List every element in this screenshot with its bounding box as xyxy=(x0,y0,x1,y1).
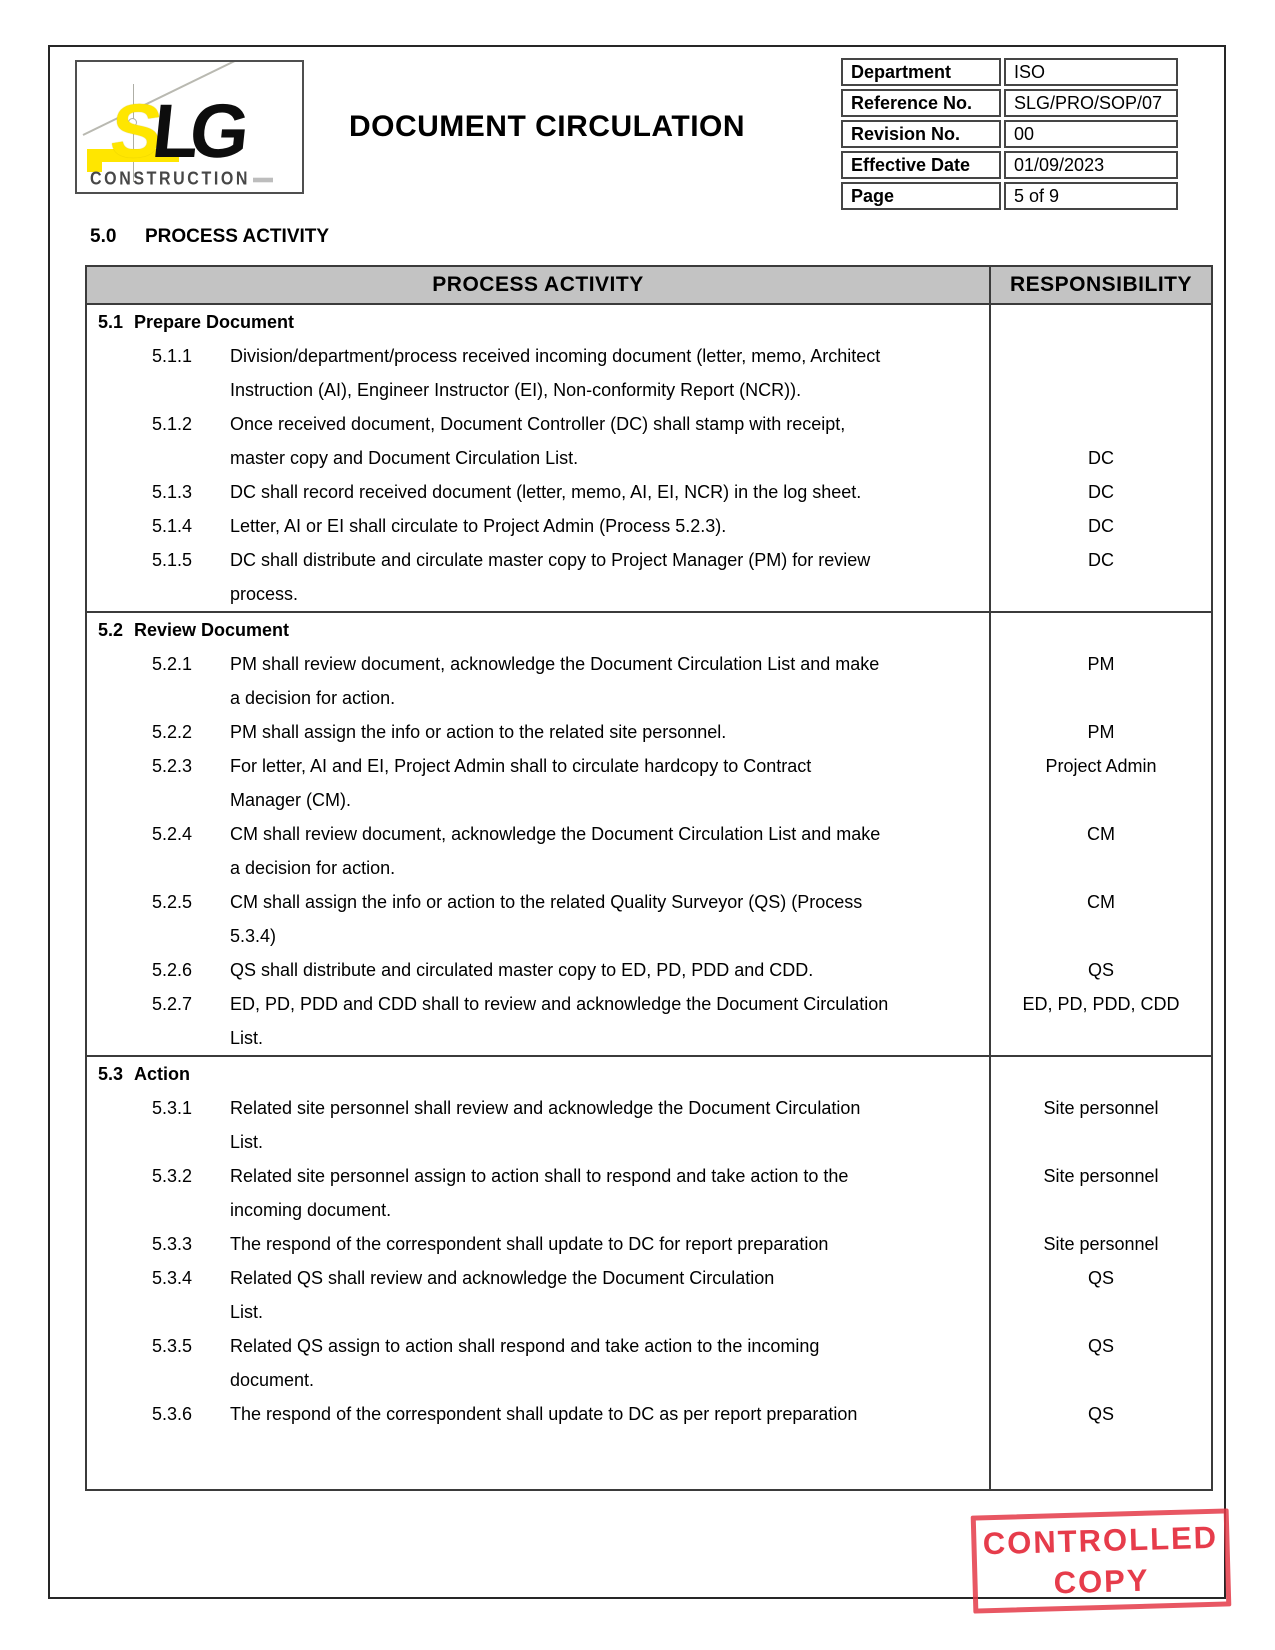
item-text-line: List. xyxy=(230,1132,264,1152)
process-item-row xyxy=(87,647,1211,715)
item-text-line: QS shall distribute and circulated master copy to ED, PD, PDD and CDD. xyxy=(230,960,814,980)
company-logo xyxy=(75,60,304,194)
process-item-row xyxy=(87,1227,1211,1261)
item-text-line: Letter, AI or EI shall circulate to Project Admin (Process 5.2.3). xyxy=(230,516,727,536)
item-text-line: PM shall review document, acknowledge the Document Circulation List and make xyxy=(230,654,880,674)
section-number: 5.3 xyxy=(98,1064,124,1084)
item-text-line: DC shall record received document (letter, memo, AI, EI, NCR) in the log sheet. xyxy=(230,482,862,502)
section-number: 5.2 xyxy=(98,620,124,640)
item-text xyxy=(230,407,989,475)
item-text xyxy=(230,1329,989,1397)
info-value-page: 5 of 9 xyxy=(1004,182,1178,210)
info-label-page: Page xyxy=(841,182,1001,210)
item-text-line: The respond of the correspondent shall update to DC as per report preparation xyxy=(230,1404,858,1424)
table-section xyxy=(87,1055,1211,1431)
item-text-line: 5.3.4) xyxy=(230,926,277,946)
responsibility-value: Site personnel xyxy=(1043,1234,1159,1254)
item-number: 5.1.2 xyxy=(152,414,193,434)
item-text xyxy=(230,1227,989,1261)
responsibility-cell xyxy=(989,715,1211,749)
item-text xyxy=(230,749,989,817)
process-table-header-row xyxy=(87,267,1211,305)
item-number: 5.3.4 xyxy=(152,1268,193,1288)
responsibility-cell xyxy=(989,1227,1211,1261)
responsibility-value: ED, PD, PDD, CDD xyxy=(1022,994,1180,1014)
process-item-row xyxy=(87,817,1211,885)
item-number: 5.2.5 xyxy=(152,892,193,912)
item-number: 5.2.7 xyxy=(152,994,193,1014)
process-table-body xyxy=(87,305,1211,1431)
document-info-table xyxy=(841,58,1178,210)
item-number: 5.3.1 xyxy=(152,1098,193,1118)
responsibility-cell xyxy=(989,613,1211,647)
responsibility-cell xyxy=(989,1057,1211,1091)
logo-letter-g: G xyxy=(185,89,245,174)
item-text-line: The respond of the correspondent shall update to DC for report preparation xyxy=(230,1234,829,1254)
item-text-line: List. xyxy=(230,1302,264,1322)
responsibility-value: QS xyxy=(1087,960,1114,980)
item-text-line: For letter, AI and EI, Project Admin shall to circulate hardcopy to Contract xyxy=(230,756,812,776)
section-heading-text: PROCESS ACTIVITY xyxy=(145,226,330,247)
responsibility-cell xyxy=(989,339,1211,407)
process-item-row xyxy=(87,475,1211,509)
responsibility-cell xyxy=(989,1397,1211,1431)
info-value-department: ISO xyxy=(1004,58,1178,86)
item-number: 5.3.3 xyxy=(152,1234,193,1254)
item-number: 5.1.4 xyxy=(152,516,193,536)
item-text-line: List. xyxy=(230,1028,264,1048)
item-text-line: process. xyxy=(230,584,299,604)
process-item-row xyxy=(87,885,1211,953)
controlled-copy-stamp xyxy=(971,1508,1232,1613)
process-table-spacer xyxy=(87,1431,1211,1489)
item-number: 5.1.3 xyxy=(152,482,193,502)
item-number: 5.3.5 xyxy=(152,1336,193,1356)
item-number: 5.2.4 xyxy=(152,824,193,844)
responsibility-cell xyxy=(989,407,1211,475)
responsibility-value: QS xyxy=(1087,1404,1114,1424)
item-text-line: document. xyxy=(230,1370,315,1390)
item-text-line: Related site personnel assign to action shall to respond and take action to the xyxy=(230,1166,849,1186)
item-text xyxy=(230,339,989,407)
process-item-row xyxy=(87,509,1211,543)
process-item-row xyxy=(87,953,1211,987)
responsibility-value: PM xyxy=(1087,654,1115,674)
item-text-line: Related QS assign to action shall respond and take action to the incoming xyxy=(230,1336,820,1356)
item-number: 5.3.2 xyxy=(152,1166,193,1186)
item-text xyxy=(230,953,989,987)
item-text-line: Related site personnel shall review and acknowledge the Document Circulation xyxy=(230,1098,861,1118)
item-number: 5.2.1 xyxy=(152,654,193,674)
responsibility-cell xyxy=(989,475,1211,509)
responsibility-cell xyxy=(989,885,1211,953)
item-text-line: CM shall assign the info or action to the related Quality Surveyor (QS) (Process xyxy=(230,892,863,912)
item-text-line: Division/department/process received incoming document (letter, memo, Architect xyxy=(230,346,881,366)
responsibility-cell xyxy=(989,1159,1211,1227)
item-text-line: PM shall assign the info or action to the related site personnel. xyxy=(230,722,727,742)
responsibility-cell xyxy=(989,953,1211,987)
section-number: 5.1 xyxy=(98,312,124,332)
spacer-left xyxy=(87,1431,989,1489)
logo-wordmark xyxy=(90,170,273,191)
responsibility-cell xyxy=(989,647,1211,715)
responsibility-value: Site personnel xyxy=(1043,1098,1159,1118)
info-value-revision-no: 00 xyxy=(1004,120,1178,148)
responsibility-value: PM xyxy=(1087,722,1115,742)
item-text xyxy=(230,885,989,953)
item-number: 5.3.6 xyxy=(152,1404,193,1424)
item-text-line: CM shall review document, acknowledge the Document Circulation List and make xyxy=(230,824,881,844)
item-text-line: Instruction (AI), Engineer Instructor (EI), Non-conformity Report (NCR)). xyxy=(230,380,802,400)
item-number: 5.2.2 xyxy=(152,722,193,742)
item-text xyxy=(230,647,989,715)
item-text-line: Once received document, Document Controller (DC) shall stamp with receipt, xyxy=(230,414,846,434)
stamp-line-2: COPY xyxy=(1053,1562,1150,1601)
responsibility-value: DC xyxy=(1088,516,1114,536)
process-item-row xyxy=(87,1091,1211,1159)
responsibility-cell xyxy=(989,749,1211,817)
section-header-row xyxy=(87,613,1211,647)
section-title: Review Document xyxy=(134,620,290,640)
logo-letter-l: L xyxy=(148,89,195,174)
process-item-row xyxy=(87,1261,1211,1329)
logo-letters xyxy=(106,89,245,174)
process-item-row xyxy=(87,543,1211,611)
responsibility-value: QS xyxy=(1087,1336,1114,1356)
item-number: 5.1.1 xyxy=(152,346,193,366)
item-text-line: master copy and Document Circulation List. xyxy=(230,448,579,468)
info-value-reference-no: SLG/PRO/SOP/07 xyxy=(1004,89,1178,117)
item-text xyxy=(230,715,989,749)
responsibility-value: CM xyxy=(1087,824,1115,844)
responsibility-cell xyxy=(989,509,1211,543)
responsibility-cell xyxy=(989,1261,1211,1329)
responsibility-value: QS xyxy=(1087,1268,1114,1288)
process-item-row xyxy=(87,1397,1211,1431)
logo-letter-s: S xyxy=(106,89,158,174)
section-header-row xyxy=(87,305,1211,339)
spacer-right xyxy=(989,1431,1211,1489)
responsibility-cell xyxy=(989,305,1211,339)
responsibility-cell xyxy=(989,1329,1211,1397)
item-text xyxy=(230,1159,989,1227)
responsibility-cell xyxy=(989,1091,1211,1159)
item-text-line: a decision for action. xyxy=(230,688,396,708)
process-item-row xyxy=(87,1329,1211,1397)
info-label-department: Department xyxy=(841,58,1001,86)
item-text xyxy=(230,543,989,611)
section-title: Action xyxy=(134,1064,190,1084)
item-text-line: DC shall distribute and circulate master copy to Project Manager (PM) for review xyxy=(230,550,871,570)
responsibility-cell xyxy=(989,987,1211,1055)
column-header-responsibility: RESPONSIBILITY xyxy=(989,267,1211,303)
item-text-line: a decision for action. xyxy=(230,858,396,878)
table-section xyxy=(87,305,1211,611)
process-activity-table xyxy=(85,265,1213,1491)
process-item-row xyxy=(87,1159,1211,1227)
document-title: DOCUMENT CIRCULATION xyxy=(348,110,746,143)
item-text-line: ED, PD, PDD and CDD shall to review and acknowledge the Document Circulation xyxy=(230,994,889,1014)
process-item-row xyxy=(87,749,1211,817)
logo-word-text: CONSTRUCTION xyxy=(90,169,251,190)
item-number: 5.1.5 xyxy=(152,550,193,570)
item-text xyxy=(230,509,989,543)
item-text xyxy=(230,1261,989,1329)
section-heading xyxy=(90,226,329,248)
responsibility-value: Site personnel xyxy=(1043,1166,1159,1186)
info-label-reference-no: Reference No. xyxy=(841,89,1001,117)
info-label-revision-no: Revision No. xyxy=(841,120,1001,148)
info-value-effective-date: 01/09/2023 xyxy=(1004,151,1178,179)
stamp-line-1: CONTROLLED xyxy=(982,1519,1219,1562)
responsibility-value: DC xyxy=(1088,482,1114,502)
logo-regnumber-smudge xyxy=(253,178,273,183)
item-text xyxy=(230,1397,989,1431)
table-section xyxy=(87,611,1211,1055)
item-text xyxy=(230,987,989,1055)
responsibility-value: Project Admin xyxy=(1045,756,1157,776)
item-text xyxy=(230,817,989,885)
responsibility-value: CM xyxy=(1087,892,1115,912)
item-number: 5.2.6 xyxy=(152,960,193,980)
process-item-row xyxy=(87,407,1211,475)
item-number: 5.2.3 xyxy=(152,756,193,776)
item-text xyxy=(230,475,989,509)
item-text xyxy=(230,1091,989,1159)
item-text-line: Manager (CM). xyxy=(230,790,352,810)
section-header-row xyxy=(87,1057,1211,1091)
responsibility-cell xyxy=(989,817,1211,885)
responsibility-cell xyxy=(989,543,1211,611)
process-item-row xyxy=(87,987,1211,1055)
process-item-row xyxy=(87,715,1211,749)
section-heading-number: 5.0 xyxy=(90,226,117,247)
info-label-effective-date: Effective Date xyxy=(841,151,1001,179)
process-item-row xyxy=(87,339,1211,407)
item-text-line: incoming document. xyxy=(230,1200,392,1220)
responsibility-value: DC xyxy=(1088,448,1114,468)
item-text-line: Related QS shall review and acknowledge the Document Circulation xyxy=(230,1268,775,1288)
responsibility-value: DC xyxy=(1088,550,1114,570)
section-title: Prepare Document xyxy=(134,312,295,332)
column-header-process-activity: PROCESS ACTIVITY xyxy=(432,273,644,296)
